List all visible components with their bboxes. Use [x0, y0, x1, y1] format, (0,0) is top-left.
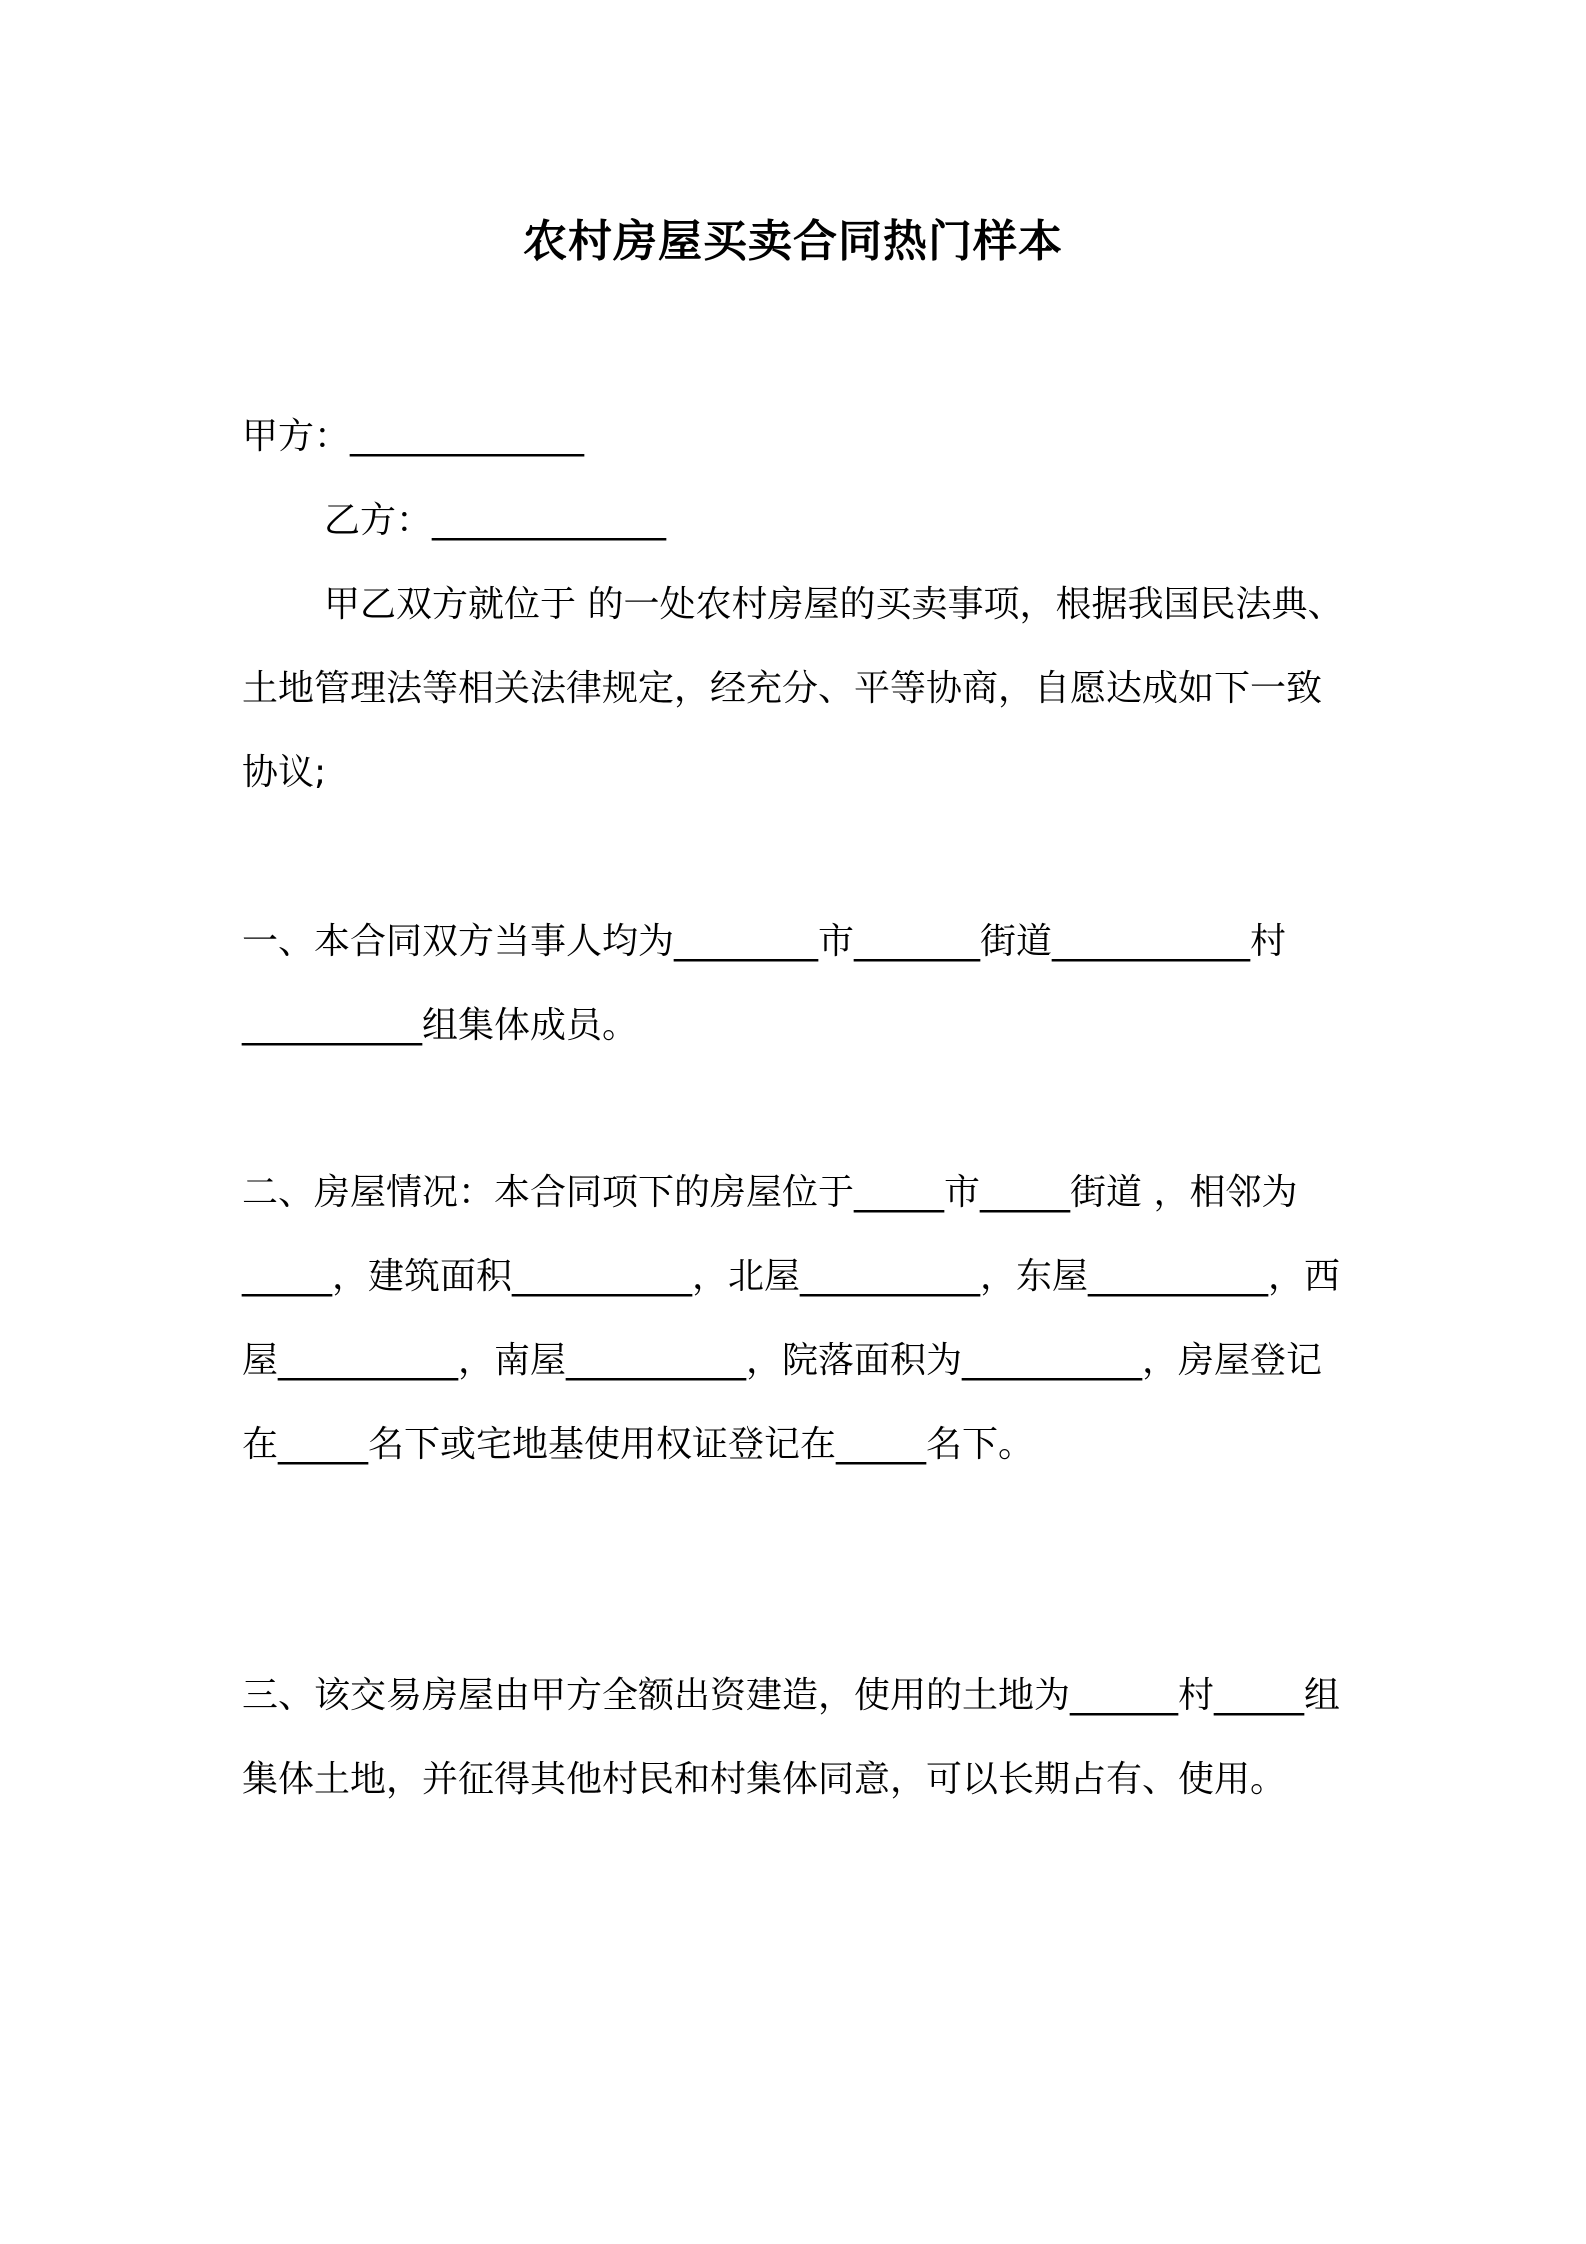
clause-3: 三、该交易房屋由甲方全额出资建造，使用的土地为______村_____组集体土地，并征得其他村民和村集体同意，可以长期占有、使用。 [242, 1675, 1341, 1800]
party-a-line: 甲方：_____________ [242, 416, 585, 457]
document-title: 农村房屋买卖合同热门样本 [523, 216, 1063, 267]
intro-paragraph: 甲乙双方就位于 的一处农村房屋的买卖事项，根据我国民法典、土地管理法等相关法律规定，经充分、平等协商，自愿达成如下一致协议; [242, 584, 1344, 793]
clause-2: 二、房屋情况：本合同项下的房屋位于_____市_____街道 ，相邻为_____，建筑面积__________，北屋__________，东屋__________，西屋__________，南屋__________，院落面积为__________，房屋登记在_____名下或宅地基使用权证登记在_____名下。 [242, 1172, 1341, 1465]
party-b-line: 乙方：_____________ [324, 500, 667, 541]
clause-1: 一、本合同双方当事人均为________市_______街道___________村__________组集体成员。 [242, 921, 1287, 1046]
